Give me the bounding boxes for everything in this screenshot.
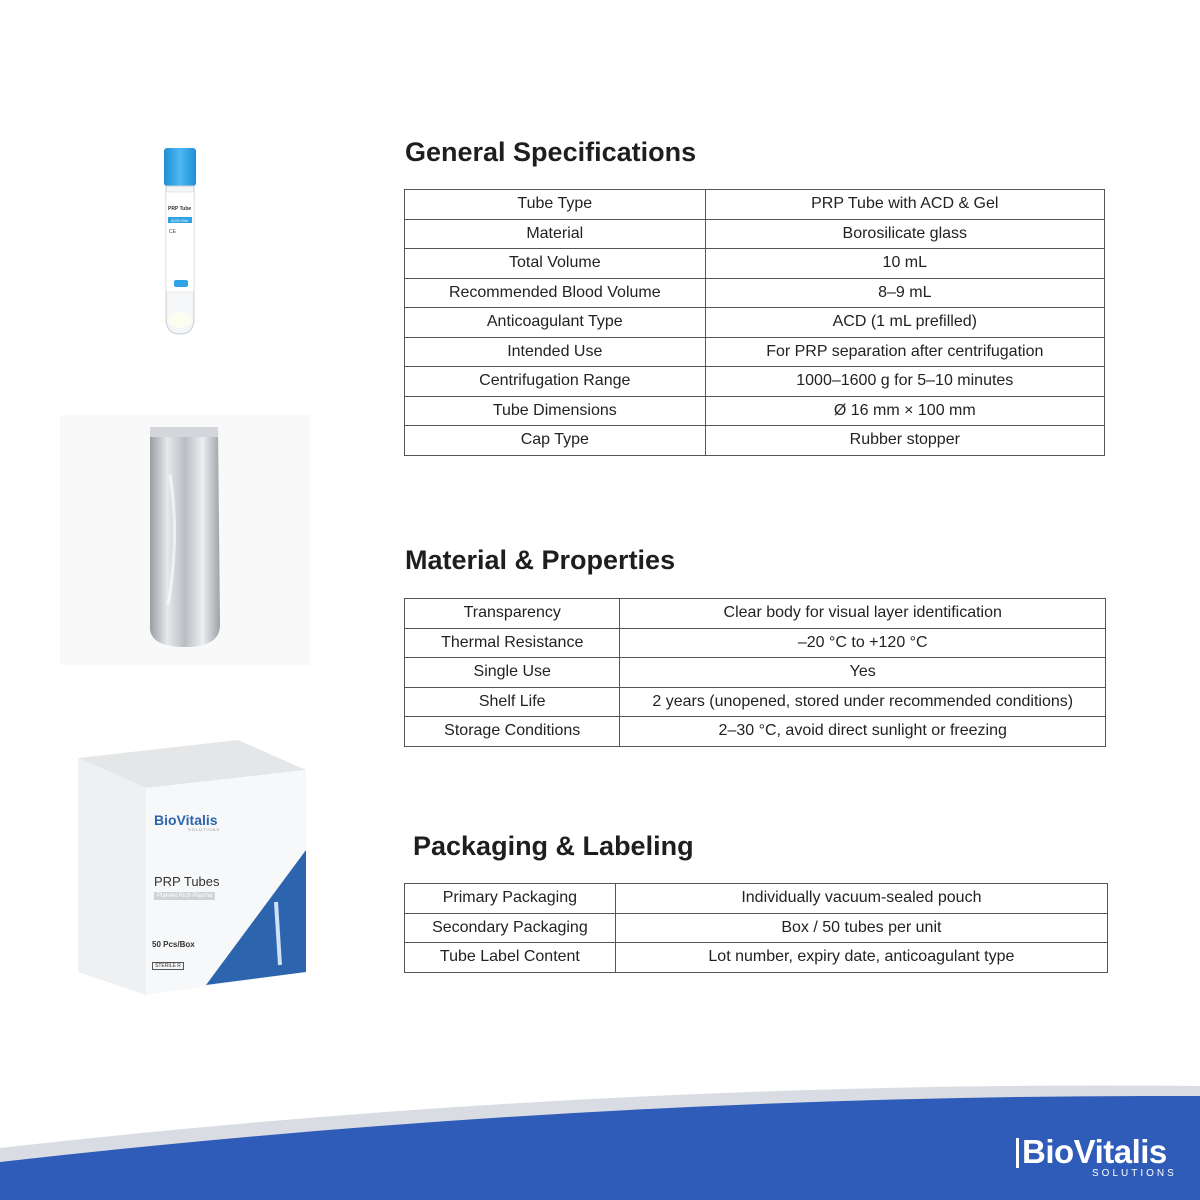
spec-label: Material — [405, 219, 706, 249]
spec-value: Rubber stopper — [705, 426, 1104, 456]
footer-brand-sub: SOLUTIONS — [1092, 1168, 1177, 1179]
prp-tube-image — [160, 148, 204, 338]
spec-label: Tube Label Content — [405, 943, 616, 973]
svg-text:CE: CE — [169, 229, 176, 235]
table-row — [405, 599, 1106, 629]
spec-label: Recommended Blood Volume — [405, 278, 706, 308]
spec-label: Tube Dimensions — [405, 396, 706, 426]
spec-value: Borosilicate glass — [705, 219, 1104, 249]
spec-value: –20 °C to +120 °C — [620, 628, 1106, 658]
spec-label: Tube Type — [405, 190, 706, 220]
section-title-material: Material & Properties — [405, 545, 676, 575]
spec-value: For PRP separation after centrifugation — [705, 337, 1104, 367]
sealed-pouch-image — [60, 415, 310, 665]
table-row — [405, 249, 1105, 279]
table-row — [405, 278, 1105, 308]
spec-label: Primary Packaging — [405, 884, 616, 914]
spec-value: 1000–1600 g for 5–10 minutes — [705, 367, 1104, 397]
product-box — [78, 740, 306, 995]
spec-value: 10 mL — [705, 249, 1104, 279]
footer-logo — [1016, 1133, 1177, 1179]
tube-label-code: ACD+Gel — [171, 218, 189, 223]
spec-value: ACD (1 mL prefilled) — [705, 308, 1104, 338]
spec-value: Box / 50 tubes per unit — [615, 913, 1107, 943]
spec-label: Anticoagulant Type — [405, 308, 706, 338]
packaging-labeling-table — [404, 883, 1108, 973]
spec-label: Single Use — [405, 658, 620, 688]
spec-value: 2 years (unopened, stored under recommended conditions) — [620, 687, 1106, 717]
spec-label: Centrifugation Range — [405, 367, 706, 397]
table-row — [405, 190, 1105, 220]
box-brand: BioVitalis — [154, 812, 218, 828]
spec-value: Yes — [620, 658, 1106, 688]
spec-label: Total Volume — [405, 249, 706, 279]
footer-wave — [0, 1060, 1200, 1200]
spec-value: 2–30 °C, avoid direct sunlight or freezing — [620, 717, 1106, 747]
table-row — [405, 337, 1105, 367]
spec-label: Intended Use — [405, 337, 706, 367]
table-row — [405, 913, 1108, 943]
spec-label: Shelf Life — [405, 687, 620, 717]
spec-label: Secondary Packaging — [405, 913, 616, 943]
spec-value: Individually vacuum-sealed pouch — [615, 884, 1107, 914]
spec-value: PRP Tube with ACD & Gel — [705, 190, 1104, 220]
box-product: PRP Tubes — [154, 874, 220, 889]
spec-value: 8–9 mL — [705, 278, 1104, 308]
box-brand-sub: SOLUTIONS — [188, 827, 221, 832]
spec-value: Lot number, expiry date, anticoagulant type — [615, 943, 1107, 973]
spec-value: Ø 16 mm × 100 mm — [705, 396, 1104, 426]
spec-label: Transparency — [405, 599, 620, 629]
table-row — [405, 687, 1106, 717]
box-sterile: STERILE R — [152, 962, 184, 970]
spec-label: Cap Type — [405, 426, 706, 456]
table-row — [405, 219, 1105, 249]
table-row — [405, 628, 1106, 658]
table-row — [405, 884, 1108, 914]
box-product-sub: Platelet Rich Plasma — [154, 892, 215, 900]
spec-label: Storage Conditions — [405, 717, 620, 747]
general-specs-table — [404, 189, 1105, 456]
table-row — [405, 717, 1106, 747]
table-row — [405, 426, 1105, 456]
table-row — [405, 943, 1108, 973]
tube-label-name: PRP Tube — [168, 206, 192, 212]
table-row — [405, 308, 1105, 338]
table-row — [405, 396, 1105, 426]
section-title-general: General Specifications — [405, 137, 697, 167]
spec-label: Thermal Resistance — [405, 628, 620, 658]
table-row — [405, 658, 1106, 688]
table-row — [405, 367, 1105, 397]
material-properties-table — [404, 598, 1106, 747]
section-title-packaging: Packaging & Labeling — [413, 831, 694, 861]
box-count: 50 Pcs/Box — [152, 940, 195, 949]
footer-brand-name: BioVitalis — [1022, 1133, 1167, 1170]
spec-value: Clear body for visual layer identification — [620, 599, 1106, 629]
